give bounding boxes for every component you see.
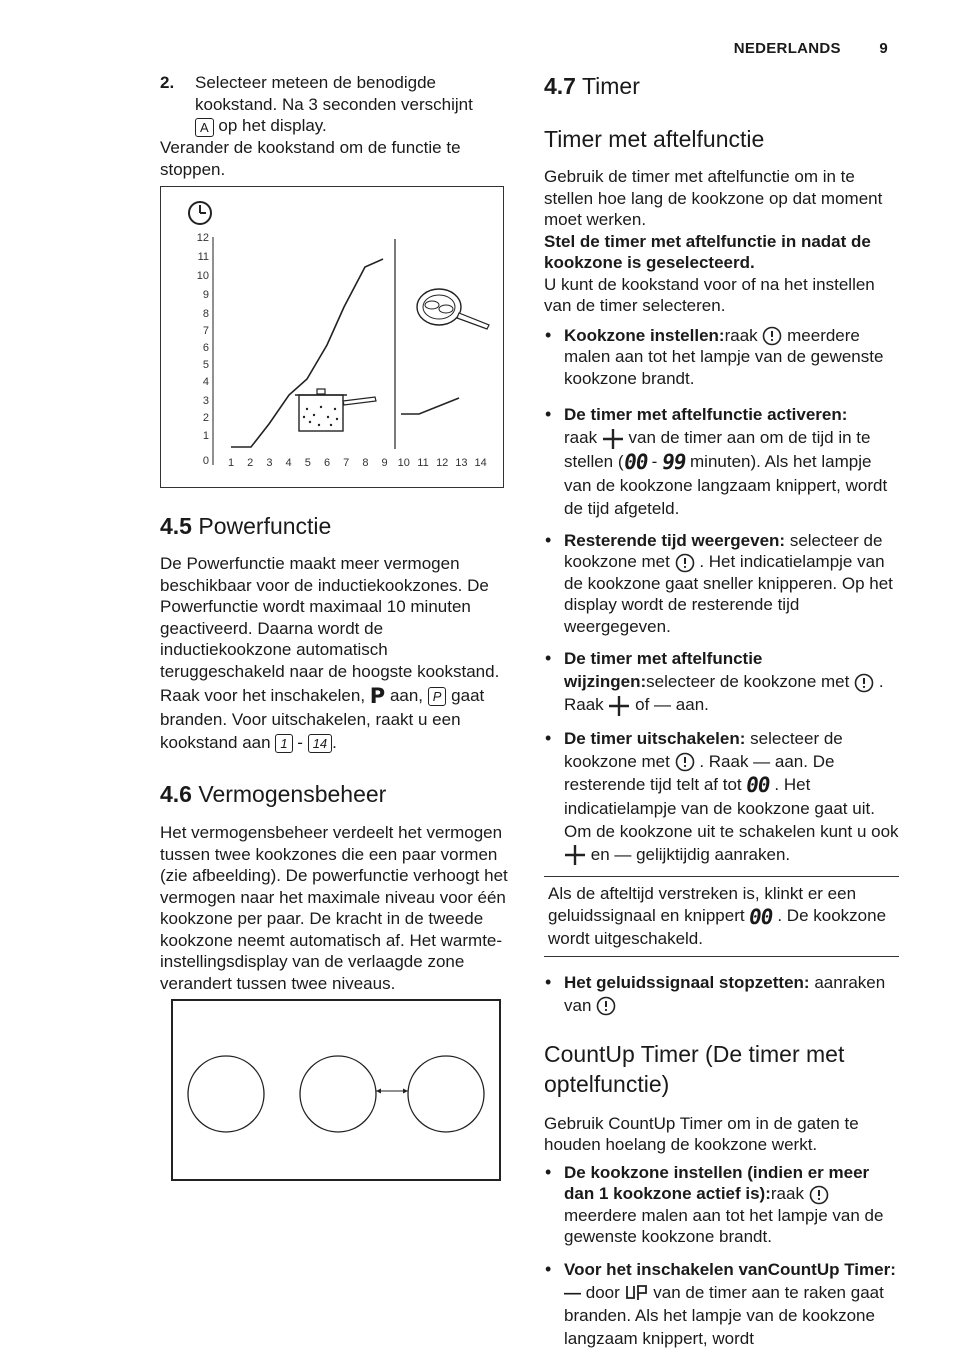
cooking-zones-svg xyxy=(173,1001,498,1178)
bullet-text: selecteer de kookzone met xyxy=(564,530,883,572)
countdown-after: U kunt de kookstand voor of na het instellen van de timer selecteren. xyxy=(544,274,875,315)
bullet-text: van de timer aan te raken gaat branden. Als het lampje van de kookzone langzaam knippert, wordt xyxy=(564,1282,884,1348)
section-title: Powerfunctie xyxy=(198,513,332,540)
bullet-text: raak xyxy=(564,428,598,448)
heat-chart-svg xyxy=(161,187,502,486)
x-tick-label: 14 xyxy=(474,457,487,470)
zone-select-icon xyxy=(809,1185,829,1205)
y-tick-label: 7 xyxy=(202,325,209,338)
countup-intro: Gebruik CountUp Timer om in de gaten te houden hoelang de kookzone werkt. xyxy=(544,1113,859,1155)
auto-symbol-box: A xyxy=(195,118,214,137)
x-tick-label: 2 xyxy=(247,457,254,470)
x-tick-label: 13 xyxy=(455,457,468,470)
x-tick-label: 11 xyxy=(417,457,429,470)
bullet-text: minuten). Als het lampje van de kookzone langzaam knippert, wordt de tijd afgeteld. xyxy=(564,451,888,518)
note-text: Als de afteltijd verstreken is, klinkt er een geluidssignaal en knippert xyxy=(548,884,857,926)
x-tick-label: 1 xyxy=(227,457,235,470)
y-tick-label: 4 xyxy=(202,376,209,389)
dash: - xyxy=(651,451,658,471)
y-tick-label: 10 xyxy=(196,270,209,283)
cooking-zone-1 xyxy=(188,1056,264,1132)
section-title: Timer xyxy=(581,73,640,99)
segment-99: 99 xyxy=(660,449,688,474)
bullet-title: Voor het inschakelen vanCountUp Timer: — xyxy=(564,1259,896,1302)
y-tick-label: 12 xyxy=(196,232,209,245)
segment-00: 00 xyxy=(744,772,772,797)
x-tick-label: 6 xyxy=(323,457,331,470)
note-text: . De kookzone wordt uitgeschakeld. xyxy=(548,906,887,948)
step-text: Selecteer meteen de benodigde kookstand. Na 3 seconden verschijnt xyxy=(195,73,473,114)
cooking-zone-3 xyxy=(408,1056,484,1132)
zone-select-icon xyxy=(675,553,695,573)
countdown-bold-note: Stel de timer met aftelfunctie in nadat de kookzone is geselecteerd. xyxy=(544,231,871,272)
period: . xyxy=(332,733,337,753)
note-box xyxy=(544,876,899,957)
step-text-2: op het display. xyxy=(218,116,327,135)
cooking-zone-2 xyxy=(300,1056,376,1132)
bullet-text: . Raak — aan. De resterende tijd telt af tot xyxy=(564,751,835,794)
countdown-intro: Gebruik de timer met aftelfunctie om in te stellen hoe lang de kookzone op dat moment moet werken. xyxy=(544,167,883,229)
plus-icon xyxy=(602,428,624,450)
zone-select-icon xyxy=(596,996,616,1016)
zone-select-icon xyxy=(675,752,695,772)
bullet-activate xyxy=(544,403,899,520)
heat-chart-figure xyxy=(160,186,504,488)
power-management-figure xyxy=(171,999,501,1181)
bullet-countup-zone xyxy=(544,1162,899,1248)
bullet-stop-signal xyxy=(544,971,899,1017)
y-tick-label: 6 xyxy=(202,342,209,355)
bullet-text: raak xyxy=(770,1184,804,1204)
section-number: 4.7 xyxy=(544,73,576,99)
step-after-text: Verander de kookstand om de functie te stoppen. xyxy=(160,138,461,179)
section-number: 4.5 xyxy=(160,513,192,540)
bullet-title: De kookzone instellen (indien er meer dan 1 kookzone actief is): xyxy=(564,1162,870,1204)
s45-instruction xyxy=(160,684,510,754)
y-tick-label: 8 xyxy=(202,308,209,321)
bullet-title: Resterende tijd weergeven: xyxy=(564,530,786,550)
bullet-text: aanraken van xyxy=(564,972,886,1015)
signal-bullets xyxy=(544,971,899,1017)
plus-icon xyxy=(564,844,586,866)
s45-paragraph: De Powerfunctie maakt meer vermogen beschikbaar voor de inductiekookzones. De Powerfunctie wordt maximaal 10 minuten geactiveerd. Daarna wordt de inductiekookzone automatisch teruggeschakeld naar de hoogste kookstand. xyxy=(160,554,500,681)
section-title: Vermogensbeheer xyxy=(198,781,387,808)
bullet-text: . Het indicatielampje van de kookzone gaat uit. Om de kookzone uit te schakelen kunt u ook xyxy=(564,774,899,841)
level-14-box: 14 xyxy=(308,734,332,753)
low-curve xyxy=(401,398,459,414)
bullet-title: Het geluidssignaal stopzetten: xyxy=(564,972,810,992)
s46-paragraph: Het vermogensbeheer verdeelt het vermogen tussen twee kookzones die een paar vormen (zie afbeelding). De powerfunctie verhoogt het vermogen naar het maximale niveau voor één kookzone per paar. De kracht in de tweede kookzone neemt automatisch af. Het warmte-instellingsdisplay van de verlaagde zone verandert tussen twee niveaus. xyxy=(160,823,508,993)
bullet-text: raak xyxy=(724,325,758,345)
section-4-6-heading xyxy=(160,780,510,808)
s45-text2b: aan, xyxy=(389,686,424,706)
bullet-change xyxy=(544,647,899,717)
segment-00: 00 xyxy=(621,449,649,474)
y-tick-label: 9 xyxy=(202,289,209,302)
bullet-title: De timer met aftelfunctie wijzingen: xyxy=(564,649,763,692)
x-tick-label: 8 xyxy=(362,457,369,470)
header-language: NEDERLANDS xyxy=(733,40,841,57)
y-tick-label: 2 xyxy=(202,412,209,425)
countup-icon xyxy=(625,1284,649,1302)
bullet-text: selecteer de kookzone met xyxy=(564,728,843,771)
y-tick-label: 5 xyxy=(202,359,209,372)
level-1-box: 1 xyxy=(275,734,292,753)
bullet-text: van de timer aan om de tijd in te stellen ( xyxy=(564,428,871,471)
dash: - xyxy=(297,733,303,753)
clock-icon xyxy=(189,202,211,224)
bullet-text: door xyxy=(585,1282,620,1302)
bullet-text: . Het indicatielampje van de kookzone gaat sneller knipperen. Op het display wordt de resterende tijd weergegeven. xyxy=(564,552,893,636)
y-tick-label: 11 xyxy=(197,251,209,264)
x-tick-label: 10 xyxy=(397,457,410,470)
page-header xyxy=(734,38,888,60)
bullet-text: selecteer de kookzone met xyxy=(646,672,850,692)
s45-text2a: Raak voor het inschakelen, xyxy=(160,686,366,706)
page-number: 9 xyxy=(879,40,888,57)
y-tick-label: 1 xyxy=(202,430,209,443)
left-column xyxy=(160,72,510,1181)
bullet-text: meerdere malen aan tot het lampje van de gewenste kookzone brandt. xyxy=(564,325,884,388)
pan-icon xyxy=(417,289,489,329)
s45-text3: gaat branden. Voor uitschakelen, raakt u een kookstand aan xyxy=(160,686,485,753)
step-number: 2. xyxy=(160,73,175,92)
bullet-text: of — aan. xyxy=(635,695,709,715)
x-tick-label: 9 xyxy=(381,457,388,470)
bullet-text: . Raak xyxy=(564,672,884,715)
bullet-set-zone xyxy=(544,325,899,390)
subheading-countup: CountUp Timer (De timer met optelfunctie) xyxy=(544,1040,845,1097)
power-p-box: P xyxy=(428,687,447,706)
bullet-switch-off xyxy=(544,727,899,867)
countdown-bullets xyxy=(544,325,899,867)
subheading-countdown: Timer met aftelfunctie xyxy=(544,126,765,152)
zone-select-icon xyxy=(762,326,782,346)
y-tick-label: 3 xyxy=(202,395,209,408)
x-tick-label: 3 xyxy=(266,457,273,470)
section-4-7-heading xyxy=(544,72,899,100)
x-tick-label: 4 xyxy=(285,457,292,470)
bullet-countup-start xyxy=(544,1258,899,1350)
right-column xyxy=(544,72,899,1352)
bullet-text: meerdere malen aan tot het lampje van de gewenste kookzone brandt. xyxy=(564,1205,884,1247)
countup-bullets xyxy=(544,1162,899,1350)
bullet-title: Kookzone instellen: xyxy=(564,325,725,345)
section-4-5-heading xyxy=(160,512,510,540)
step-2 xyxy=(160,72,510,137)
plus-icon xyxy=(608,695,630,717)
y-tick-label: 0 xyxy=(202,455,209,468)
x-tick-label: 7 xyxy=(343,457,350,470)
zone-select-icon xyxy=(854,673,874,693)
power-p-icon: P xyxy=(369,684,386,709)
x-tick-label: 5 xyxy=(304,457,311,470)
bullet-title: De timer met aftelfunctie activeren: xyxy=(564,405,848,425)
segment-00: 00 xyxy=(747,904,775,929)
section-number: 4.6 xyxy=(160,781,192,808)
bullet-title: De timer uitschakelen: xyxy=(564,728,746,748)
pot-icon xyxy=(295,389,376,431)
bullet-text: en — gelijktijdig aanraken. xyxy=(590,844,791,864)
bullet-remaining xyxy=(544,530,899,638)
x-tick-label: 12 xyxy=(436,457,449,470)
